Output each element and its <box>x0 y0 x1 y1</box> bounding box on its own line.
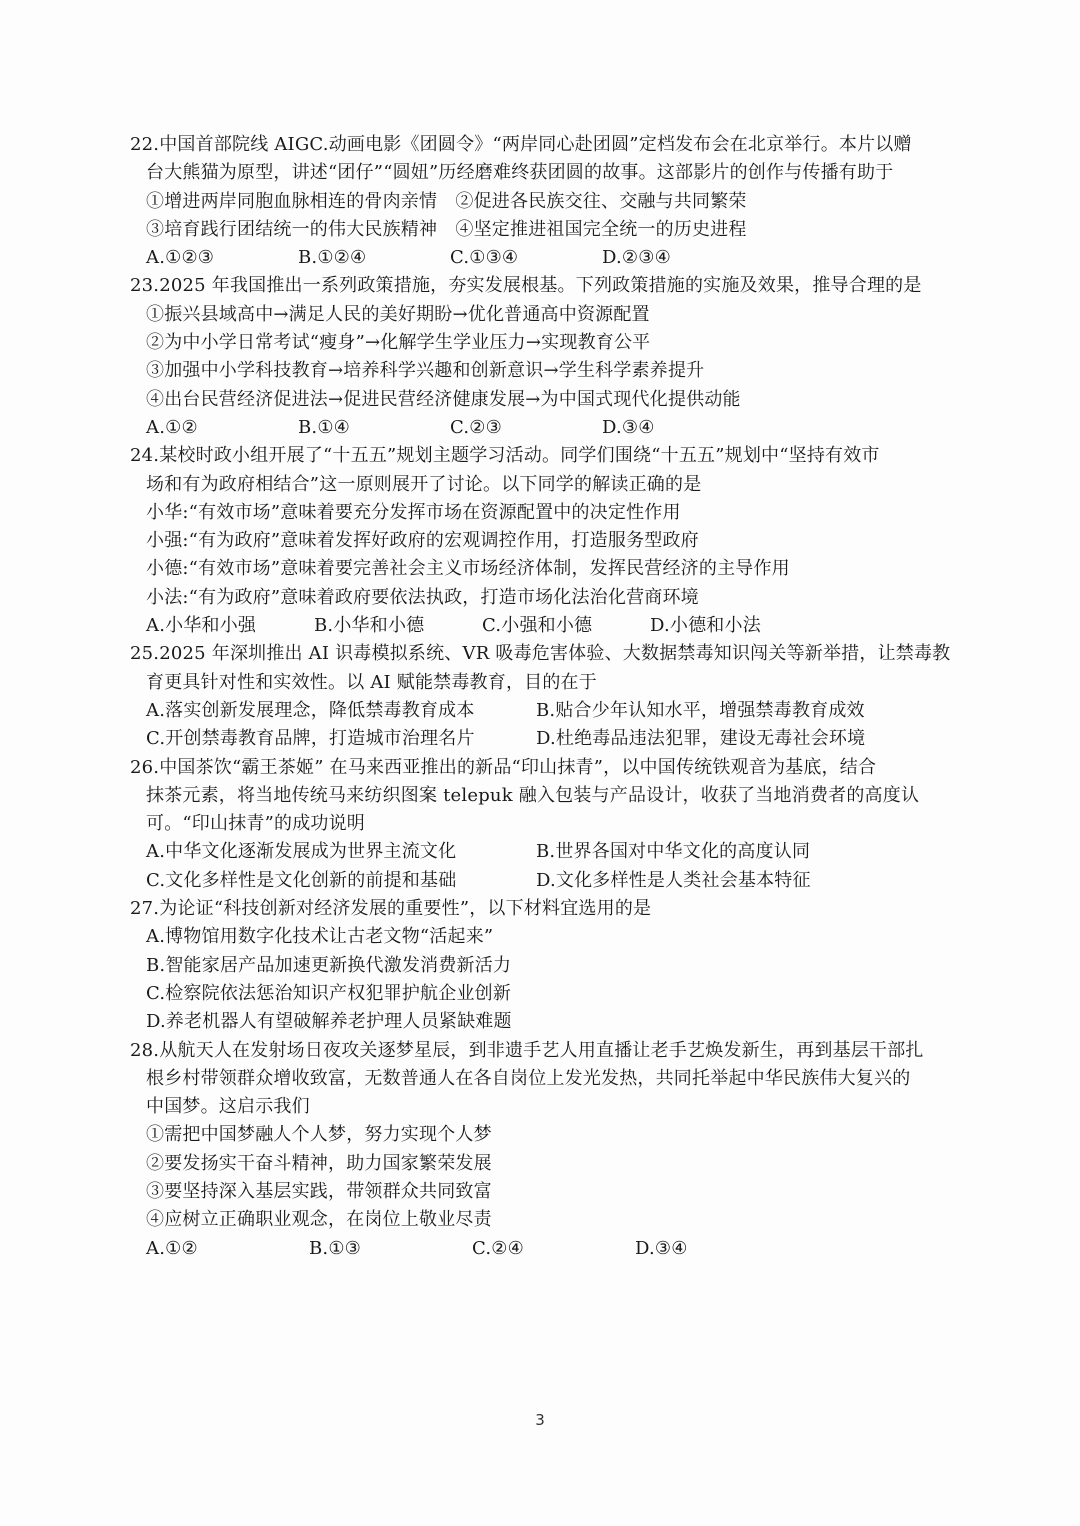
answer-options <box>130 697 960 725</box>
page-number: 3 <box>535 1411 545 1429</box>
option-b[interactable]: B.贴合少年认知水平，增强禁毒教育成效 <box>536 699 865 721</box>
option-a[interactable]: A.小华和小强 <box>146 615 257 637</box>
questions-container <box>130 131 960 1263</box>
question-stem-line: 23.2025 年我国推出一系列政策措施，夯实发展根基。下列政策措施的实施及效果，推导合理的是 <box>130 275 922 297</box>
statement-line: 小德:“有效市场”意味着要完善社会主义市场经济体制，发挥民营经济的主导作用 <box>146 558 790 580</box>
option-d[interactable]: D.③④ <box>602 416 655 438</box>
question-stem-line: 26.中国茶饮“霸王茶姬” 在马来西亚推出的新品“印山抹青”，以中国传统铁观音为基底，结合 <box>130 756 877 778</box>
statement-line: ③加强中小学科技教育→培养科学兴趣和创新意识→学生科学素养提升 <box>146 360 705 382</box>
option-b[interactable]: B.①②④ <box>298 247 367 269</box>
question-stem-line: 中国梦。这启示我们 <box>146 1096 310 1118</box>
question-stem-line: 抹茶元素，将当地传统马来纺织图案 telepuk 融入包装与产品设计，收获了当地消费者的高度认 <box>146 784 920 806</box>
option-d[interactable]: D.②③④ <box>602 247 671 269</box>
answer-options <box>130 838 960 866</box>
question-stem-line: 台大熊猫为原型，讲述“团仔”“圆妞”历经磨难终获团圆的故事。这部影片的创作与传播有助于 <box>146 162 894 184</box>
statement-line: ①增进两岸同胞血脉相连的骨肉亲情 ②促进各民族交往、交融与共同繁荣 <box>146 190 747 212</box>
option-a[interactable]: A.博物馆用数字化技术让古老文物“活起来” <box>146 926 494 948</box>
answer-options <box>130 725 960 753</box>
statement-line: ①振兴县域高中→满足人民的美好期盼→优化普通高中资源配置 <box>146 303 650 325</box>
question-28 <box>130 1037 960 1263</box>
option-b[interactable]: B.智能家居产品加速更新换代激发消费新活力 <box>146 954 512 976</box>
option-d[interactable]: D.养老机器人有望破解养老护理人员紧缺难题 <box>146 1011 512 1033</box>
option-b[interactable]: B.小华和小德 <box>314 615 425 637</box>
question-stem-line: 27.为论证“科技创新对经济发展的重要性”，以下材料宜选用的是 <box>130 898 652 920</box>
question-24 <box>130 442 960 640</box>
question-stem-line: 可。“印山抹青”的成功说明 <box>146 813 366 835</box>
question-23 <box>130 272 960 442</box>
option-b[interactable]: B.世界各国对中华文化的高度认同 <box>536 841 811 863</box>
answer-options <box>130 244 960 272</box>
option-c[interactable]: C.①③④ <box>450 247 519 269</box>
statement-line: ②要发扬实干奋斗精神，助力国家繁荣发展 <box>146 1152 492 1174</box>
statement-line: 小强:“有为政府”意味着发挥好政府的宏观调控作用，打造服务型政府 <box>146 530 699 552</box>
option-c[interactable]: C.文化多样性是文化创新的前提和基础 <box>146 869 457 891</box>
answer-options <box>130 867 960 895</box>
option-c[interactable]: C.②③ <box>450 416 502 438</box>
statement-line: ③培育践行团结统一的伟大民族精神 ④坚定推进祖国完全统一的历史进程 <box>146 218 747 240</box>
question-26 <box>130 754 960 895</box>
question-stem-line: 育更具针对性和实效性。以 AI 赋能禁毒教育，目的在于 <box>146 671 597 693</box>
option-b[interactable]: B.①③ <box>309 1237 362 1259</box>
option-c[interactable]: C.开创禁毒教育品牌，打造城市治理名片 <box>146 728 475 750</box>
question-27 <box>130 895 960 1036</box>
answer-options <box>130 612 960 640</box>
option-a[interactable]: A.①② <box>146 416 198 438</box>
option-d[interactable]: D.③④ <box>635 1237 688 1259</box>
question-25 <box>130 640 960 753</box>
statement-line: ③要坚持深入基层实践，带领群众共同致富 <box>146 1180 492 1202</box>
option-d[interactable]: D.小德和小法 <box>650 615 761 637</box>
option-a[interactable]: A.中华文化逐渐发展成为世界主流文化 <box>146 841 457 863</box>
option-c[interactable]: C.②④ <box>472 1237 524 1259</box>
option-d[interactable]: D.杜绝毒品违法犯罪，建设无毒社会环境 <box>536 728 866 750</box>
answer-options <box>130 414 960 442</box>
question-stem-line: 28.从航天人在发射场日夜攻关逐梦星辰，到非遗手艺人用直播让老手艺焕发新生，再到基层干部扎 <box>130 1039 924 1061</box>
statement-line: ④应树立正确职业观念，在岗位上敬业尽责 <box>146 1209 492 1231</box>
statement-line: 小法:“有为政府”意味着政府要依法执政，打造市场化法治化营商环境 <box>146 586 699 608</box>
option-a[interactable]: A.落实创新发展理念，降低禁毒教育成本 <box>146 699 475 721</box>
option-c[interactable]: C.检察院依法惩治知识产权犯罪护航企业创新 <box>146 982 512 1004</box>
question-stem-line: 24.某校时政小组开展了“十五五”规划主题学习活动。同学们围绕“十五五”规划中“坚持有效市 <box>130 445 880 467</box>
question-stem-line: 25.2025 年深圳推出 AI 识毒模拟系统、VR 吸毒危害体验、大数据禁毒知识闯关等新举措，让禁毒教 <box>130 643 951 665</box>
statement-line: ②为中小学日常考试“瘦身”→化解学生学业压力→实现教育公平 <box>146 332 651 354</box>
option-a[interactable]: A.①②③ <box>146 247 215 269</box>
statement-line: ④出台民营经济促进法→促进民营经济健康发展→为中国式现代化提供动能 <box>146 388 741 410</box>
question-stem-line: 根乡村带领群众增收致富，无数普通人在各自岗位上发光发热，共同托举起中华民族伟大复兴的 <box>146 1067 911 1089</box>
option-c[interactable]: C.小强和小德 <box>482 615 593 637</box>
statement-line: ①需把中国梦融人个人梦，努力实现个人梦 <box>146 1124 492 1146</box>
answer-options <box>130 1235 960 1263</box>
question-22 <box>130 131 960 272</box>
option-d[interactable]: D.文化多样性是人类社会基本特征 <box>536 869 811 891</box>
option-a[interactable]: A.①② <box>146 1237 198 1259</box>
question-stem-line: 22.中国首部院线 AIGC.动画电影《团圆令》“两岸同心赴团圆”定档发布会在北京举行。本片以赠 <box>130 134 912 155</box>
question-stem-line: 场和有为政府相结合”这一原则展开了讨论。以下同学的解读正确的是 <box>146 473 702 495</box>
statement-line: 小华:“有效市场”意味着要充分发挥市场在资源配置中的决定性作用 <box>146 501 681 523</box>
option-b[interactable]: B.①④ <box>298 416 351 438</box>
